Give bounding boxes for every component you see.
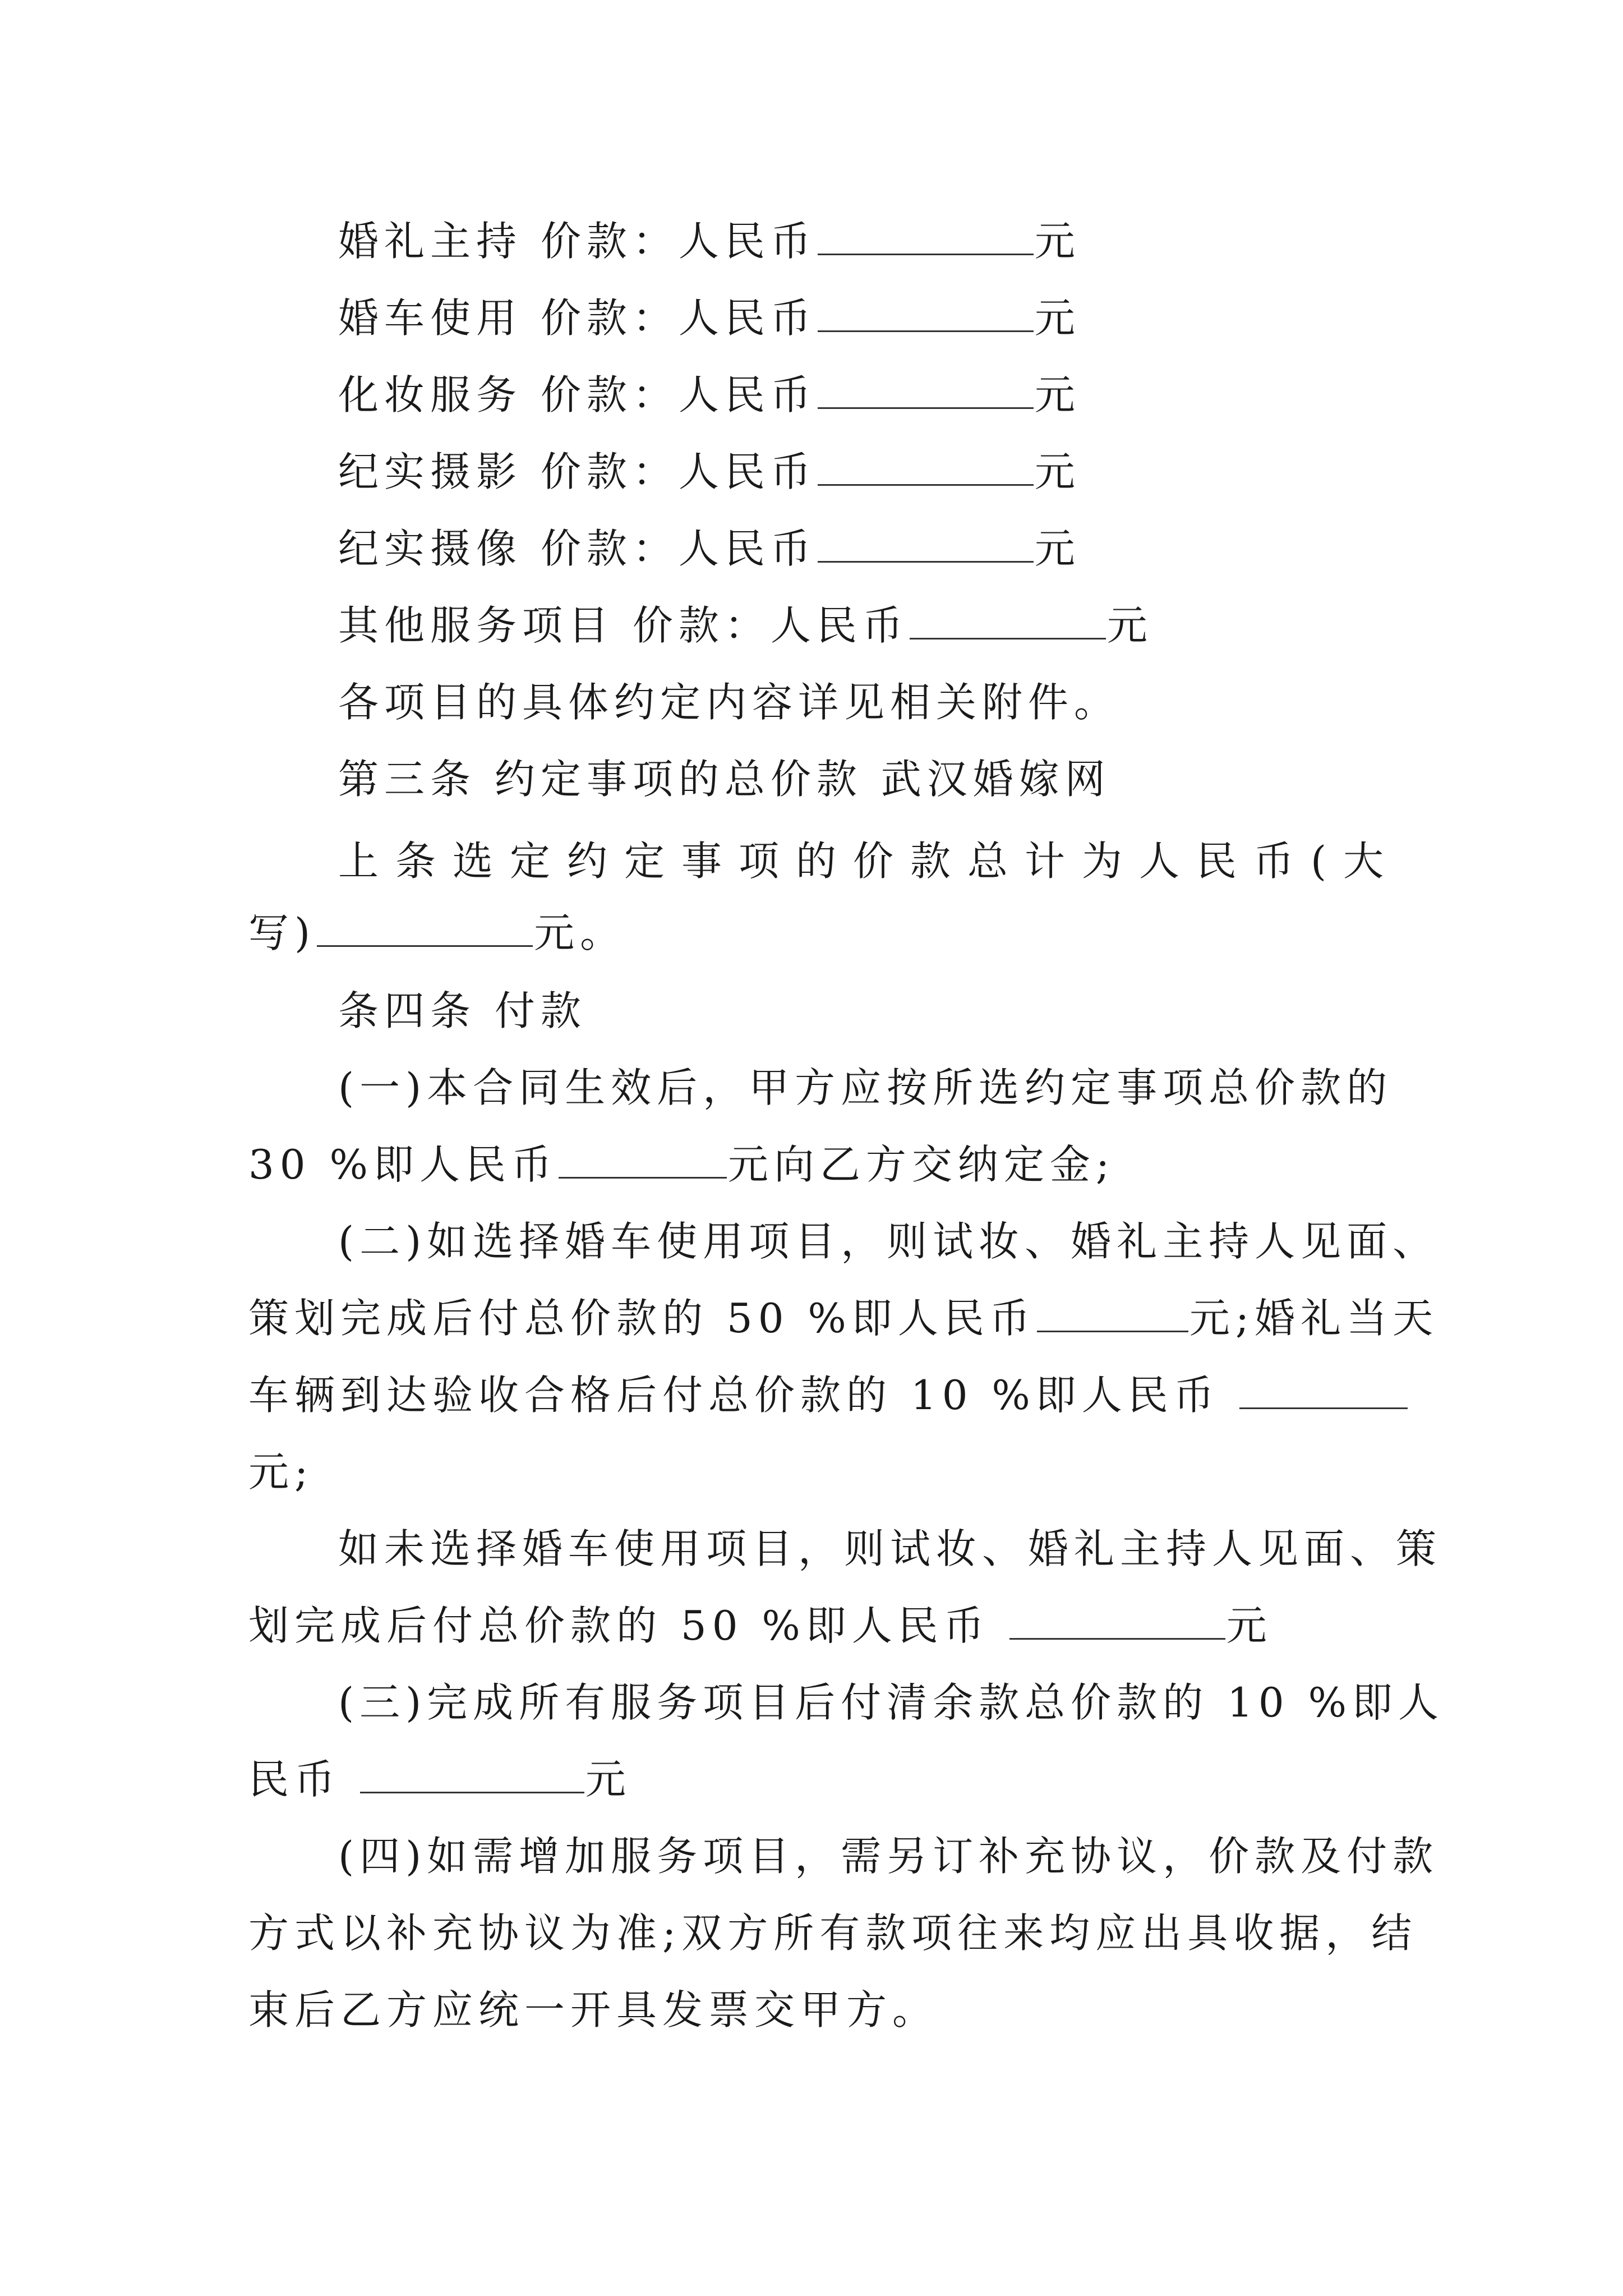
price-line-wedding-host <box>338 214 1081 268</box>
amount-blank[interactable] <box>1009 1604 1225 1640</box>
payment-clause-4-end <box>248 1983 938 2037</box>
amount-blank[interactable] <box>818 450 1034 486</box>
amount-blank[interactable] <box>818 527 1034 563</box>
total-price-amount-line <box>248 906 626 960</box>
line-text: 元 <box>585 1756 631 1803</box>
line-text: 车辆到达验收合格后付总价款的 10 %即人民币 <box>248 1372 1238 1419</box>
attachment-note <box>338 675 1120 729</box>
line-text: 元 <box>1034 218 1081 265</box>
payment-clause-3-amount <box>248 1752 631 1806</box>
line-text: 写) <box>248 909 316 956</box>
price-line-makeup <box>338 368 1081 422</box>
line-text: 其他服务项目 价款：人民币 <box>338 602 909 649</box>
amount-blank[interactable] <box>360 1758 584 1793</box>
line-text: 划完成后付总价款的 50 %即人民币 <box>248 1602 1008 1649</box>
line-text: 元向乙方交纳定金; <box>727 1141 1115 1188</box>
amount-blank[interactable] <box>559 1143 727 1179</box>
line-text: 元; <box>248 1448 314 1496</box>
line-text: (二)如选择婚车使用项目，则试妆、婚礼主持人见面、 <box>338 1218 1439 1265</box>
payment-clause-4 <box>338 1829 1438 1883</box>
payment-clause-2-amount-b <box>248 1368 1409 1422</box>
total-price-line <box>338 834 1400 888</box>
amount-blank[interactable] <box>1239 1374 1408 1409</box>
line-text: 元 <box>1226 1602 1272 1649</box>
article-three-heading <box>338 752 1111 806</box>
line-text: 元 <box>1034 371 1081 418</box>
line-text: (一)本合同生效后，甲方应按所选约定事项总价款的 <box>338 1064 1393 1111</box>
line-text: 如未选择婚车使用项目，则试妆、婚礼主持人见面、策 <box>338 1525 1442 1572</box>
line-text: 民币 <box>248 1756 359 1803</box>
line-text: 元。 <box>534 909 626 956</box>
payment-clause-2 <box>338 1214 1438 1268</box>
amount-blank[interactable] <box>818 220 1034 255</box>
line-text: (三)完成所有服务项目后付清余款总价款的 10 %即人 <box>338 1679 1444 1726</box>
price-line-other-services <box>338 599 1153 652</box>
payment-clause-2-alt <box>338 1522 1442 1576</box>
line-text: 策划完成后付总价款的 50 %即人民币 <box>248 1295 1036 1342</box>
line-text: 各项目的具体约定内容详见相关附件。 <box>338 679 1121 726</box>
line-text: (四)如需增加服务项目，需另订补充协议，价款及付款 <box>338 1833 1439 1880</box>
line-text: 元 <box>1034 448 1081 495</box>
line-text: 束后乙方应统一开具发票交甲方。 <box>248 1986 939 2033</box>
price-line-videography <box>338 522 1081 576</box>
amount-blank[interactable] <box>818 297 1034 332</box>
line-text: 条四条 付款 <box>338 987 587 1034</box>
amount-blank[interactable] <box>1037 1297 1188 1332</box>
article-four-heading <box>338 984 587 1038</box>
payment-clause-1 <box>338 1061 1393 1115</box>
payment-clause-1-amount <box>248 1138 1115 1191</box>
price-line-photography <box>338 445 1081 499</box>
line-text: 第三条 约定事项的总价款 武汉婚嫁网 <box>338 756 1111 803</box>
line-text: 婚车使用 价款：人民币 <box>338 295 817 342</box>
price-line-wedding-car <box>338 291 1081 345</box>
line-text: 元;婚礼当天 <box>1189 1295 1439 1342</box>
line-text: 元 <box>1106 602 1153 649</box>
payment-clause-2-amount-a <box>248 1291 1438 1345</box>
line-text: 上条选定约定事项的价款总计为人民币(大 <box>338 838 1401 885</box>
line-text: 元 <box>1034 295 1081 342</box>
payment-clause-3 <box>338 1676 1444 1729</box>
line-text: 元 <box>1034 525 1081 572</box>
payment-clause-4-cont <box>248 1906 1417 1960</box>
amount-blank[interactable] <box>910 604 1106 639</box>
line-text: 纪实摄影 价款：人民币 <box>338 448 817 495</box>
line-text: 婚礼主持 价款：人民币 <box>338 218 817 265</box>
line-text: 纪实摄像 价款：人民币 <box>338 525 817 572</box>
payment-clause-2-alt-amount <box>248 1599 1272 1653</box>
line-text: 化妆服务 价款：人民币 <box>338 371 817 418</box>
amount-blank[interactable] <box>818 374 1034 409</box>
line-text: 方式以补充协议为准;双方所有款项往来均应出具收据，结 <box>248 1910 1418 1957</box>
line-text: 30 %即人民币 <box>248 1141 557 1188</box>
payment-clause-2-unit <box>248 1445 313 1499</box>
amount-blank[interactable] <box>317 912 533 947</box>
